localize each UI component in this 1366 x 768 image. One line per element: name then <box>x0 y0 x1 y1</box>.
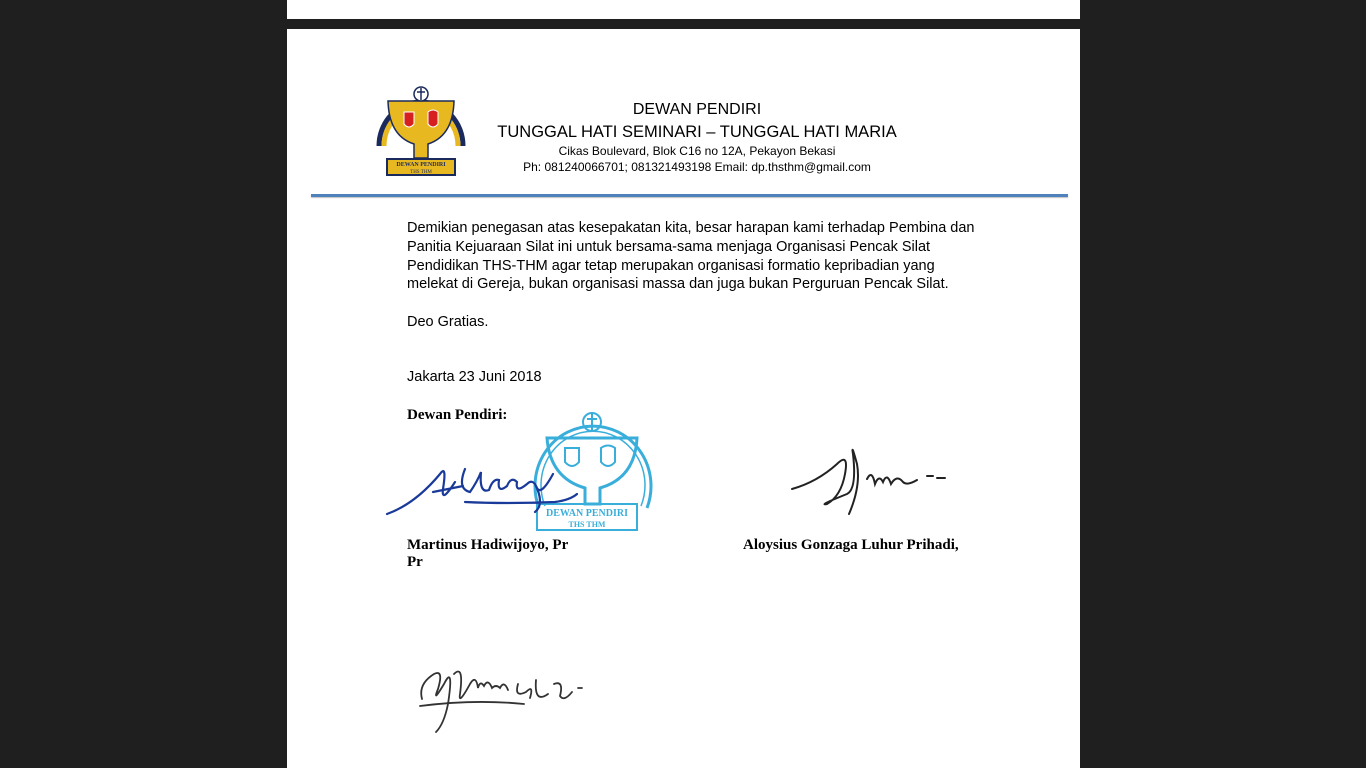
letterhead <box>487 99 907 175</box>
signatory-2-name: Aloysius Gonzaga Luhur Prihadi, <box>743 537 959 553</box>
logo-label-sub: THS THM <box>410 170 432 175</box>
ths-thm-logo-icon <box>373 74 469 178</box>
signatory-2 <box>743 537 1003 554</box>
place-date: Jakarta 23 Juni 2018 <box>407 369 542 385</box>
logo-label-main: DEWAN PENDIRI <box>396 162 446 168</box>
signatory-1-name: Martinus Hadiwijoyo, Pr <box>407 537 569 553</box>
signatory-1-suffix: Pr <box>407 554 423 570</box>
signature-2-icon <box>787 434 952 519</box>
org-contact: Ph: 081240066701; 081321493198 Email: dp.thsthm@gmail.com <box>523 160 871 174</box>
stamp-label-main: DEWAN PENDIRI <box>546 508 628 519</box>
signatory-1 <box>407 537 592 571</box>
header-divider <box>311 194 1068 197</box>
org-full-name: TUNGGAL HATI SEMINARI – TUNGGAL HATI MARIA <box>497 123 897 141</box>
org-address: Cikas Boulevard, Blok C16 no 12A, Pekayon Bekasi <box>558 144 836 158</box>
org-name: DEWAN PENDIRI <box>632 101 762 118</box>
previous-page-edge <box>287 0 1080 19</box>
signature-1-icon <box>385 434 585 519</box>
closing-line: Deo Gratias. <box>407 314 489 330</box>
body-paragraph: Demikian penegasan atas kesepakatan kita, besar harapan kami terhadap Pembina dan Panitia Kejuaraan Silat ini untuk bersama-sama menjaga Organisasi Pencak Silat Pendidikan THS-THM agar tetap merupakan organisasi formatio kepribadian yang melekat di Gereja, bukan organisasi massa dan juga bukan Perguruan Pencak Silat. <box>407 220 975 293</box>
document-page <box>287 29 1080 768</box>
stamp-label-sub: THS THM <box>568 520 606 529</box>
signature-3-icon <box>414 644 589 734</box>
board-heading: Dewan Pendiri: <box>407 407 508 423</box>
